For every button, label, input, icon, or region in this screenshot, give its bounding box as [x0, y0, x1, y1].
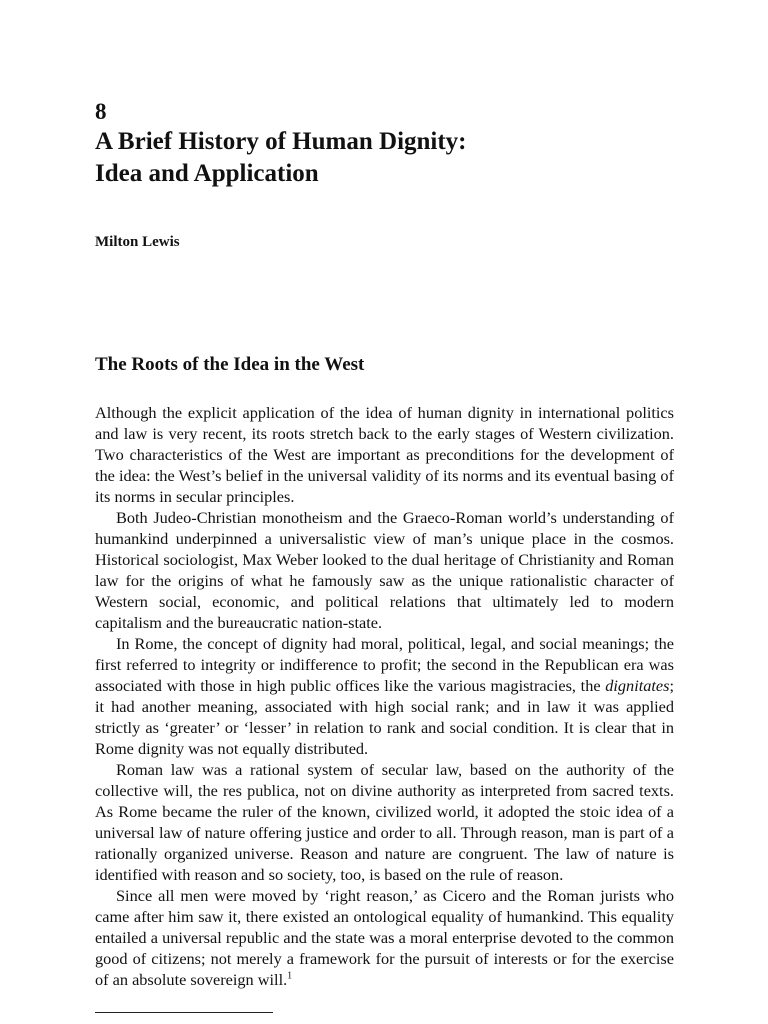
page-content [95, 98, 674, 990]
paragraph-3-text-before: In Rome, the concept of dignity had moral, political, legal, and social meanings; the first referred to integrity or indifference to profit; the second in the Republican era was associated with those in high public offices like the various magistracies, the [95, 634, 674, 695]
paragraph-3 [95, 633, 674, 759]
paragraph-5 [95, 885, 674, 990]
footnote-divider [95, 1012, 273, 1013]
chapter-title-line-1: A Brief History of Human Dignity: [95, 128, 467, 155]
author-name: Milton Lewis [95, 234, 180, 250]
paragraph-5-text: Since all men were moved by ‘right reason,’ as Cicero and the Roman jurists who came after him saw it, there existed an ontological equality of humankind. This equality entailed a universal republic and the state was a moral enterprise devoted to the common good of citizens; not merely a framework for the pursuit of interests or for the exercise of an absolute sovereign will. [95, 886, 674, 989]
body-text [95, 402, 674, 990]
chapter-number: 8 [95, 99, 107, 124]
paragraph-2: Both Judeo-Christian monotheism and the Graeco-Roman world’s understanding of humankind underpinned a universalistic view of man’s unique place in the cosmos. Historical sociologist, Max Weber looked to the dual heritage of Christianity and Roman law for the origins of what he famously saw as the unique rationalistic character of Western social, economic, and political relations that ultimately led to modern capitalism and the bureaucratic nation-state. [95, 508, 674, 632]
paragraph-1: Although the explicit application of the idea of human dignity in international politics and law is very recent, its roots stretch back to the early stages of Western civilization. Two characteristics of the West are important as preconditions for the development of the idea: the West’s belief in the universal validity of its norms and its eventual basing of its norms in secular principles. [95, 403, 674, 506]
paragraph-3-text-after: ; it had another meaning, associated with high social rank; and in law it was applied strictly as ‘greater’ or ‘lesser’ in relation to rank and social condition. It is clear that in Rome dignity was not equally distributed. [95, 676, 674, 758]
section-heading: The Roots of the Idea in the West [95, 354, 365, 375]
paragraph-4: Roman law was a rational system of secular law, based on the authority of the collective will, the res publica, not on divine authority as interpreted from sacred texts. As Rome became the ruler of the known, civilized world, it adopted the stoic idea of a universal law of nature offering justice and order to all. Through reason, man is part of a rationally organized universe. Reason and nature are congruent. The law of nature is identified with reason and so society, too, is based on the rule of reason. [95, 760, 674, 884]
chapter-title-line-2: Idea and Application [95, 160, 319, 187]
italic-term-dignitates: dignitates [605, 676, 670, 695]
footnote-reference[interactable]: 1 [287, 970, 293, 982]
